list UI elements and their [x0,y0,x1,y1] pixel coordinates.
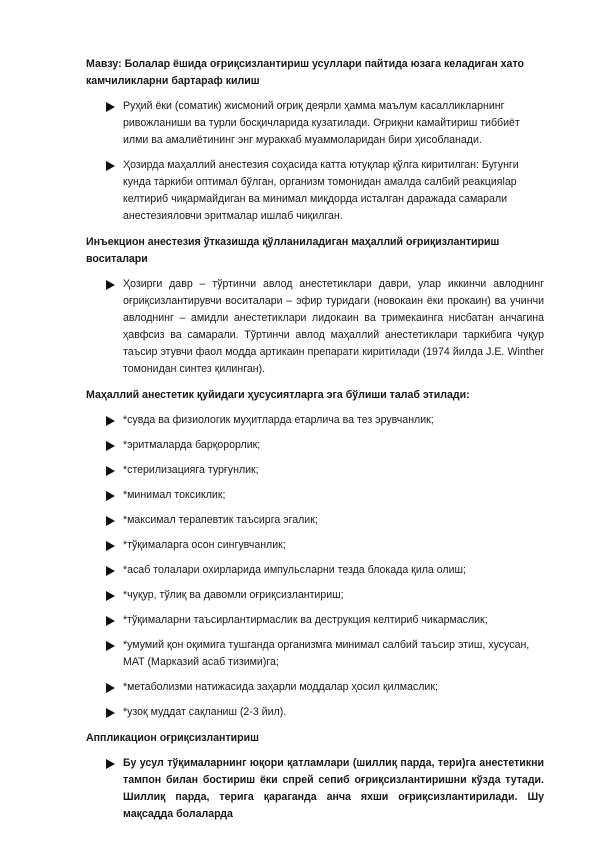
arrow-bullet-icon [106,161,115,171]
list-item-text: *чуқур, тўлиқ ва давомли оғриқсизлантириш; [123,589,344,601]
section-heading: Инъекцион анестезия ўтказишда қўлланиладиган маҳаллий оғриқизлантириш воситалари [86,236,500,265]
arrow-bullet-icon [106,591,115,601]
list-item [86,679,544,696]
list-item-text: *узоқ муддат сақланиш (2-3 йил). [123,706,287,718]
arrow-bullet-icon [106,541,115,551]
list-item-text: *эритмаларда барқорорлик; [123,439,261,451]
arrow-bullet-icon [106,641,115,651]
arrow-bullet-icon [106,491,115,501]
list-item [86,512,544,529]
list-item-text: *умумий қон оқимига тушганда организмга минимал салбий таъсир этиш, хусусан, МАТ (Марказий асаб тизими)га; [123,639,530,668]
list-item-text: Бу усул тўқималарнинг юқори қатламлари (шиллиқ парда, тери)га анестетикни тампон билан бостириш ёки спрей сепиб оғриқсизлантиришни кўзда тутади. Шиллиқ парда, терига қараганда анча яхши оғриқсизлантирилади. Шу мақсадда болаларда [123,757,544,820]
list-item [86,157,544,225]
list-item [86,612,544,629]
list-item-text: Ҳозирда маҳаллий анестезия соҳасида катта ютуқлар қўлга киритилган: Бугунги кунда таркиби оптимал бўлган, организм томонидан амалда салбий реакцияlар келтириб чиқармайдиган ва минимал миқдорда исталган даражада самарали анестезияловчи эритмалар ишлаб чиқилган. [123,159,519,222]
list-item-text: Ҳозирги давр – тўртинчи авлод анестетиклари даври, улар иккинчи авлоднинг оғриқсизлантирувчи воситалари – эфир туридаги (новокаин ёки прокаин) ва учинчи авлоднинг – амидли анестетиклари лидокаин ва тримекаинга нисбатан анчагина ҳавфсиз ва самарали. Тўртинчи авлод маҳаллий анестетиклари таркибига чуқур таъсир этувчи фаол модда артикаин препарати киритилади (1974 йилда J.E. Winther томонидан синтез қилинган). [123,278,544,375]
list-item [86,537,544,554]
section1-list [86,276,544,378]
list-item [86,704,544,721]
arrow-bullet-icon [106,683,115,693]
list-item-text: *тўқималарни таъсирлантирмаслик ва деструкция келтириб чикармаслик; [123,614,488,626]
list-item-text: *минимал токсиклик; [123,489,226,501]
list-item [86,437,544,454]
list-item [86,412,544,429]
arrow-bullet-icon [106,466,115,476]
list-item [86,755,544,823]
arrow-bullet-icon [106,616,115,626]
arrow-bullet-icon [106,516,115,526]
arrow-bullet-icon [106,759,115,769]
list-item-text: *метаболизми натижасида заҳарли моддалар ҳосил қилмаслик; [123,681,438,693]
arrow-bullet-icon [106,441,115,451]
intro-list [86,98,544,225]
requirements-list [86,412,544,721]
arrow-bullet-icon [106,708,115,718]
section-heading: Маҳаллий анестетик қуйидаги ҳусусиятларга эга бўлиши талаб этилади: [86,389,470,401]
document-title: Мавзу: Болалар ёшида оғриқсизлантириш усуллари пайтида юзага келадиган хато камчиликларни бартараф килиш [86,58,524,87]
application-list [86,755,544,823]
list-item-text: *асаб толалари охирларида импульсларни тезда блокада қила олиш; [123,564,466,576]
list-item [86,562,544,579]
list-item-text: *сувда ва физиологик муҳитларда етарлича ва тез эрувчанлик; [123,414,434,426]
list-item-text: *стерилизацияга турғунлик; [123,464,259,476]
list-item [86,587,544,604]
list-item [86,487,544,504]
list-item [86,98,544,149]
list-item [86,276,544,378]
section-heading: Аппликацион оғриқсизлантириш [86,732,259,744]
list-item [86,637,544,671]
arrow-bullet-icon [106,416,115,426]
arrow-bullet-icon [106,566,115,576]
arrow-bullet-icon [106,280,115,290]
list-item-text: *тўқималарга осон сингувчанлик; [123,539,286,551]
list-item-text: *максимал терапевтик таъсирга эгалик; [123,514,318,526]
list-item-text: Руҳий ёки (соматик) жисмоний оғриқ деярли ҳамма маълум касалликларнинг ривожланиши ва турли босқичларида кузатилади. Оғриқни камайтириш тиббиёт илми ва амалиётининг энг мураккаб муаммоларидан бири ҳисобланади. [123,100,520,146]
arrow-bullet-icon [106,102,115,112]
list-item [86,462,544,479]
